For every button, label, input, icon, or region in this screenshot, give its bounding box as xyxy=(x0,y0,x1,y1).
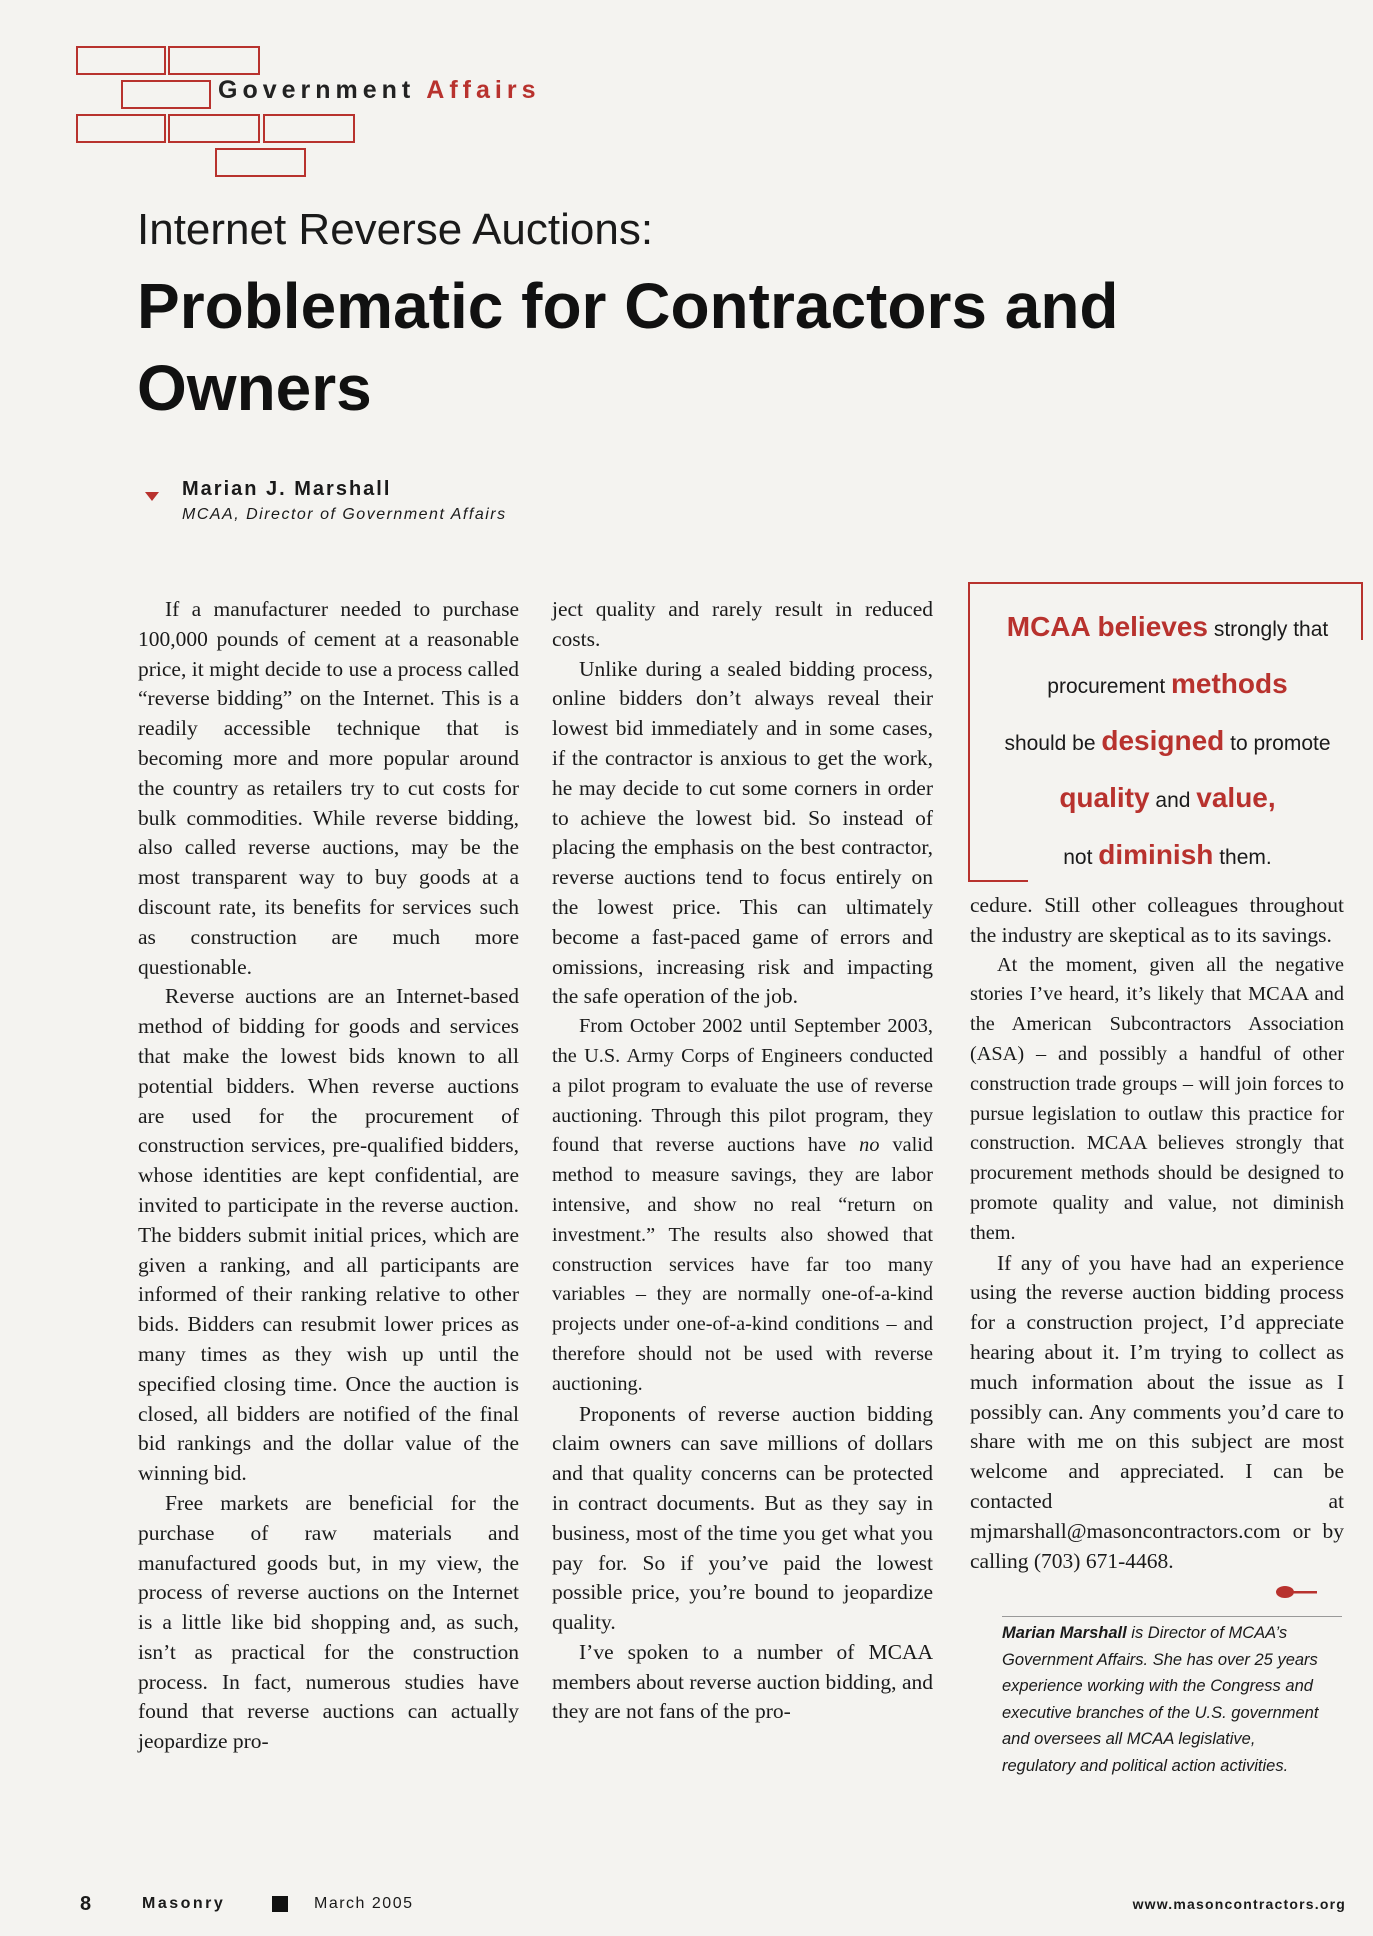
pullquote-line xyxy=(980,714,1355,771)
pullquote-emphasis: methods xyxy=(1171,668,1288,699)
pullquote-emphasis: designed xyxy=(1101,725,1225,756)
section-word-affairs: Affairs xyxy=(426,76,541,104)
pullquote-line xyxy=(980,657,1355,714)
pilot-text-emphasis: no xyxy=(859,1134,880,1157)
brick-6 xyxy=(263,114,355,143)
pullquote-plain: not xyxy=(1063,846,1099,869)
brick-7 xyxy=(215,148,306,177)
pilot-text-after: valid method to measure savings, they are labor intensive, and show no real “return on investment.” The results also showed that construction services have far too many variables – they are normally one-of-a-kind projects under one-of-a-kind conditions – and therefore should not be used with reverse auctioning. xyxy=(552,1134,934,1395)
paragraph: Reverse auctions are an Internet-based method of bidding for goods and services that make the lowest bids known to all potential bidders. When reverse auctions are used for the procurement of construction services, pre-qualified bidders, whose identities are kept confidential, are invited to participate in the reverse auction. The bidders submit initial prices, which are given a ranking, and all participants are informed of their ranking relative to other bids. Bidders can resubmit lower prices as many times as they wish up until the specified closing time. Once the auction is closed, all bidders are notified of the final bid rankings and the dollar value of the winning bid. xyxy=(138,984,519,1486)
pullquote-emphasis: diminish xyxy=(1098,839,1214,870)
pullquote-frame-right xyxy=(1361,582,1363,640)
paragraph: Free markets are beneficial for the purchase of raw materials and manufactured goods but, in my view, the process of reverse auctions on the Internet is a little like bid shopping and, as such, isn’t as practical for the construction process. In fact, numerous studies have found that reverse auctions can actually jeopardize pro- xyxy=(138,1490,519,1754)
page-number: 8 xyxy=(80,1893,92,1915)
pullquote-plain: to promote xyxy=(1224,732,1331,755)
brick-5 xyxy=(168,114,260,143)
pullquote-plain: and xyxy=(1149,789,1197,812)
body-column-3 xyxy=(970,891,1344,1576)
paragraph-pilot-program xyxy=(552,1012,933,1399)
pullquote-plain: them. xyxy=(1213,846,1272,869)
footer-url: www.masoncontractors.org xyxy=(1132,1896,1346,1912)
pullquote-plain: should be xyxy=(1004,732,1102,755)
section-word-government: Government xyxy=(218,76,416,104)
pullquote-plain: procurement xyxy=(1047,675,1172,698)
paragraph: Proponents of reverse auction bidding claim owners can save millions of dollars and that quality concerns can be protected in contract documents. But as they say in business, most of the time you get what you pay for. So if you’ve paid the lowest possible price, you’re bound to jeopardize quality. xyxy=(552,1401,933,1635)
brick-3 xyxy=(121,80,211,109)
pullquote-line xyxy=(980,600,1355,657)
brick-1 xyxy=(76,46,166,75)
paragraph: At the moment, given all the negative stories I’ve heard, it’s likely that MCAA and the American Subcontractors Association (ASA) – and possibly a handful of other construction trade groups – will join forces to pursue legislation to outlaw this practice for construction. MCAA believes strongly that procurement methods should be designed to promote quality and value, not diminish them. xyxy=(970,953,1344,1244)
end-mark-arrow-icon xyxy=(1275,1584,1319,1600)
author-name: Marian J. Marshall xyxy=(182,478,392,500)
pullquote-emphasis: value, xyxy=(1196,782,1276,813)
issue-date: March 2005 xyxy=(314,1895,414,1912)
article-title: Problematic for Contractors and Owners xyxy=(137,270,1119,424)
pullquote-emphasis: quality xyxy=(1059,782,1150,813)
article-subtitle: Internet Reverse Auctions: xyxy=(137,205,654,254)
paragraph-continued: ject quality and rarely result in reduced costs. xyxy=(552,597,933,651)
pullquote-line xyxy=(980,828,1355,885)
bio-text: is Director of MCAA’s Government Affairs. She has over 25 years experience working with the Congress and executive branches of the U.S. government and oversees all MCAA legislative, regulatory and political action activities. xyxy=(1002,1624,1319,1775)
paragraph: If any of you have had an experience using the reverse auction bidding process for a construction project, I’d appreciate hearing about it. I’m trying to collect as much information about the issue as I possibly can. Any comments you’d care to share with me on this subject are most welcome and appreciated. I can be contacted at mjmarshall@masoncontractors.com or by calling (703) 671-4468. xyxy=(970,1250,1344,1573)
paragraph-continued: cedure. Still other colleagues throughout the industry are skeptical as to its savings. xyxy=(970,893,1344,947)
author-role: MCAA, Director of Government Affairs xyxy=(182,506,507,523)
brick-4 xyxy=(76,114,166,143)
body-column-1 xyxy=(138,595,519,1757)
pilot-text-before: From October 2002 until September 2003, the U.S. Army Corps of Engineers conducted a pilot program to evaluate the use of reverse auctioning. Through this pilot program, they found that reverse auctions have xyxy=(552,1015,933,1157)
pullquote-line xyxy=(980,771,1355,828)
paragraph: If a manufacturer needed to purchase 100,000 pounds of cement at a reasonable price, it might decide to use a process called “reverse bidding” on the Internet. This is a readily accessible technique that is becoming more and more popular around the country as retailers try to cut costs for bulk commodities. While reverse bidding, also called reverse auctions, may be the most transparent way to buy goods at a discount rate, its benefits for services such as construction are much more questionable. xyxy=(138,597,519,979)
paragraph: Unlike during a sealed bidding process, online bidders don’t always reveal their lowest bid immediately and in some cases, if the contractor is anxious to get the work, he may decide to cut some corners in order to achieve the lowest bid. So instead of placing the emphasis on the best contractor, reverse auctions tend to focus entirely on the lowest price. This can ultimately become a fast-paced game of errors and omissions, increasing risk and impacting the safe operation of the job. xyxy=(552,656,933,1009)
magazine-name: Masonry xyxy=(142,1895,226,1912)
pullquote-plain: strongly that xyxy=(1208,618,1329,641)
brick-2 xyxy=(168,46,260,75)
section-label xyxy=(218,76,540,105)
pullquote-text xyxy=(980,600,1355,885)
paragraph: I’ve spoken to a number of MCAA members about reverse auction bidding, and they are not fans of the pro- xyxy=(552,1639,933,1724)
byline-arrow-icon xyxy=(145,492,159,501)
bio-name: Marian Marshall xyxy=(1002,1624,1127,1642)
body-column-2 xyxy=(552,595,933,1727)
author-bio xyxy=(1002,1620,1332,1780)
bio-divider xyxy=(1002,1616,1342,1617)
pullquote-emphasis: MCAA believes xyxy=(1006,611,1208,642)
footer-square-icon xyxy=(272,1896,288,1912)
